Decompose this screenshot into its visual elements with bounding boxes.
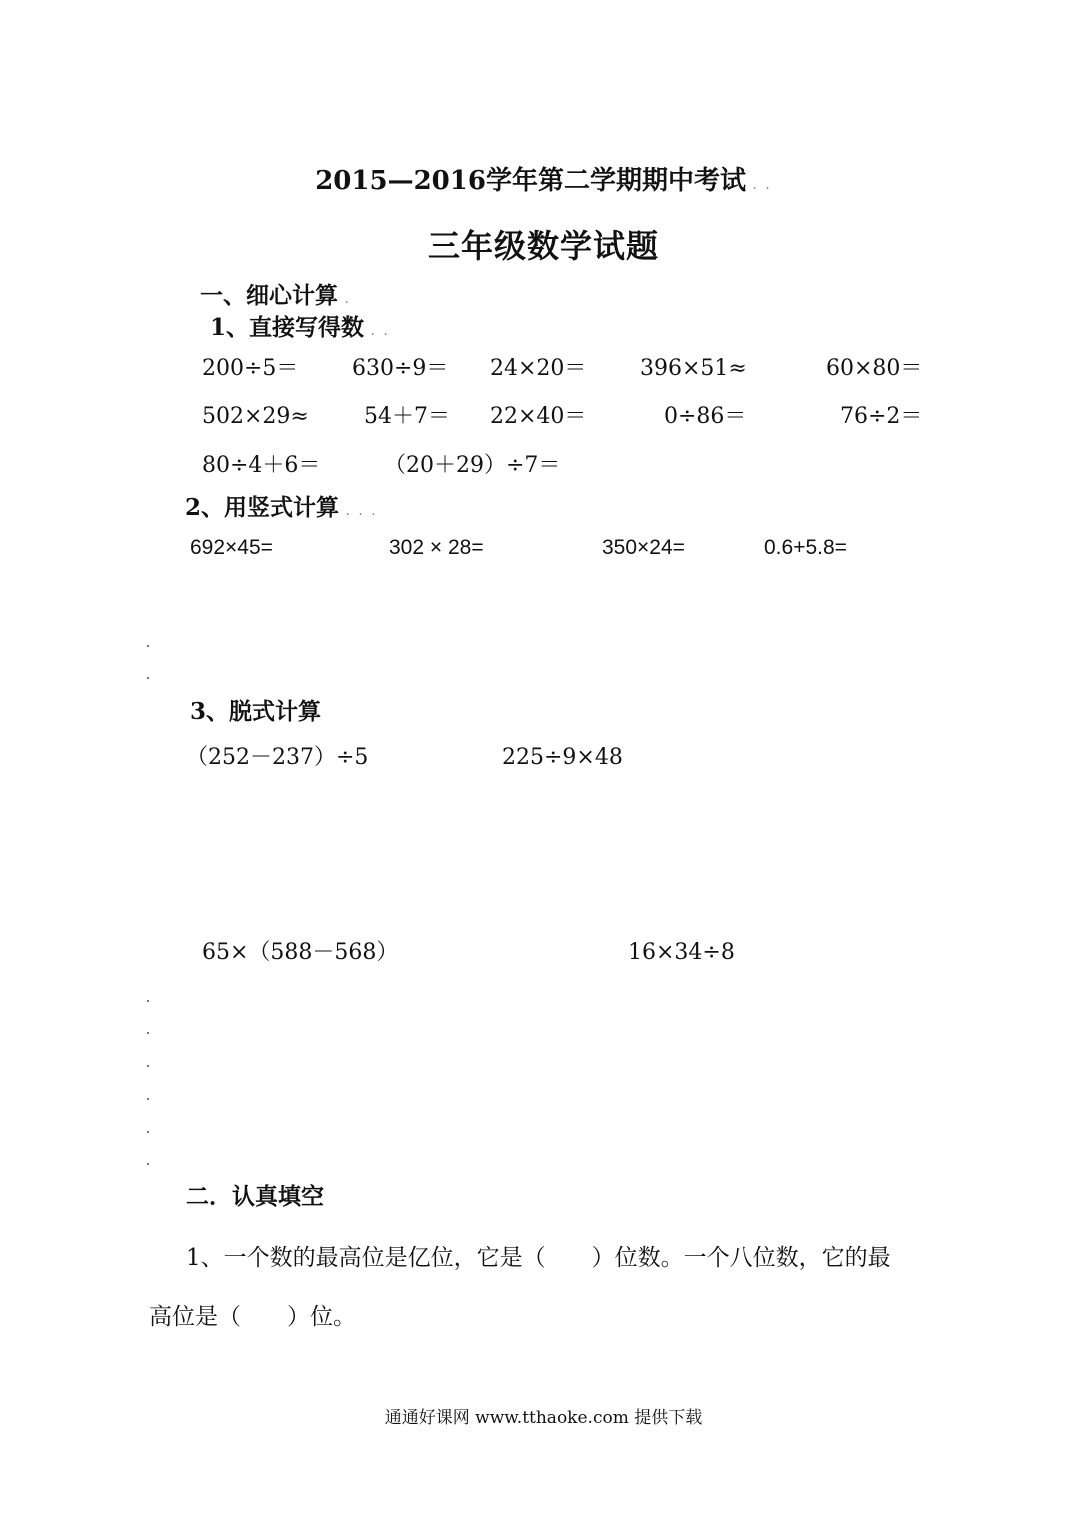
oral-calc-item: 80÷4＋6＝	[202, 453, 321, 478]
oral-calc-item: 22×40＝	[490, 404, 587, 429]
oral-calc-item: 0÷86＝	[664, 404, 747, 429]
oral-calc-item: 200÷5＝	[202, 356, 299, 381]
vertical-calc-item: 350×24=	[602, 536, 685, 559]
decorative-dots: .	[338, 291, 351, 307]
step-calc-item: 225÷9×48	[502, 745, 623, 770]
margin-dot	[147, 677, 149, 679]
oral-calc-item: 396×51≈	[640, 356, 747, 381]
oral-calc-item: 76÷2＝	[840, 404, 923, 429]
fill-blank-question-line2: 高位是（ ）位。	[149, 1304, 356, 1330]
oral-calc-item: 24×20＝	[490, 356, 587, 381]
vertical-calc-item: 0.6+5.8=	[764, 536, 847, 559]
part2-heading-text: 2、用竖式计算	[185, 494, 340, 521]
margin-dot	[147, 1000, 149, 1002]
step-calc-item: （252－237）÷5	[186, 745, 369, 770]
oral-calc-item: 630÷9＝	[352, 356, 449, 381]
step-calc-item: 65×（588－568）	[202, 940, 399, 965]
margin-dot	[147, 1131, 149, 1133]
vertical-calc-item: 302 × 28=	[389, 536, 484, 559]
decorative-dots: . . .	[339, 503, 378, 519]
exam-title-text: 2015—2016学年第二学期期中考试	[315, 166, 746, 196]
margin-dot	[147, 1065, 149, 1067]
part1-heading-text: 1、直接写得数	[210, 314, 365, 341]
part1-heading	[210, 316, 390, 339]
margin-dot	[147, 1098, 149, 1100]
oral-calc-item: 60×80＝	[826, 356, 923, 381]
section2-heading: 二．认真填空	[186, 1183, 324, 1210]
exam-title	[0, 168, 1087, 194]
section1-heading	[200, 284, 351, 307]
oral-calc-item: 502×29≈	[202, 404, 309, 429]
section1-heading-text: 一、细心计算	[200, 282, 338, 309]
decorative-dots: . .	[745, 177, 772, 193]
step-calc-item: 16×34÷8	[628, 940, 735, 965]
part3-heading: 3、脱式计算	[190, 698, 322, 725]
exam-subtitle: 三年级数学试题	[427, 227, 659, 265]
fill-blank-question-line1: 1、一个数的最高位是亿位，它是（ ）位数。一个八位数，它的最	[186, 1245, 891, 1271]
oral-calc-item: 54＋7＝	[364, 404, 450, 429]
footer-source: 通通好课网 www.tthaoke.com 提供下载	[384, 1408, 703, 1428]
margin-dot	[147, 1163, 149, 1165]
margin-dot	[147, 1032, 149, 1034]
part2-heading	[185, 496, 378, 519]
vertical-calc-item: 692×45=	[190, 536, 273, 559]
decorative-dots: . .	[364, 323, 390, 339]
oral-calc-item: （20＋29）÷7＝	[384, 453, 561, 478]
margin-dot	[147, 645, 149, 647]
